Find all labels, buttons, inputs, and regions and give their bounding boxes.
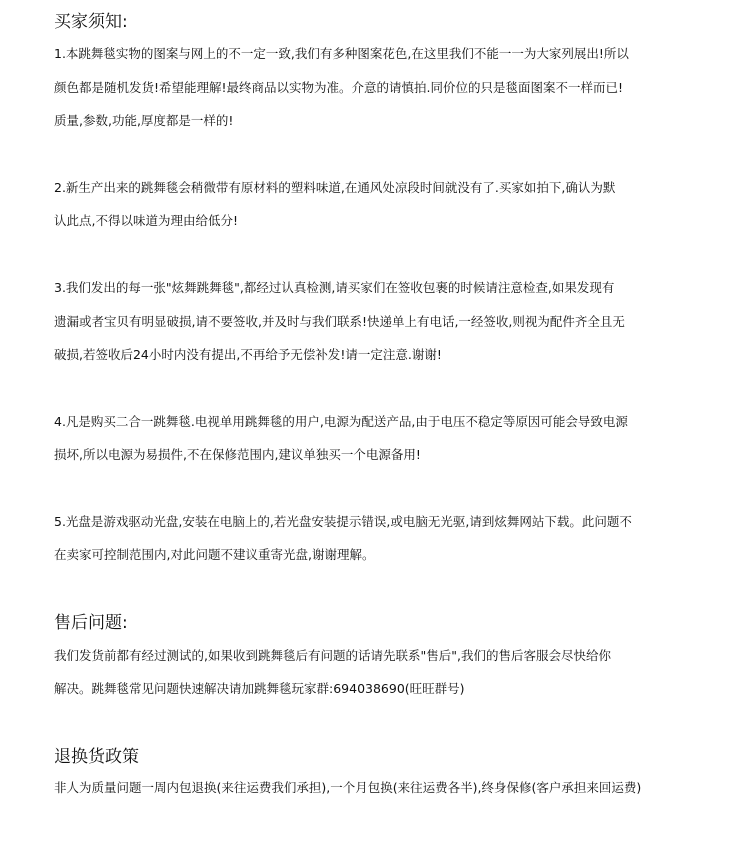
after-sales-heading: 售后问题:: [54, 613, 128, 633]
notice-item-1-line-3: 质量,参数,功能,厚度都是一样的!: [54, 113, 234, 128]
notice-item-1-line-2: 颜色都是随机发货!希望能理解!最终商品以实物为准。介意的请慎拍.同价位的只是毯面图案不一样而已!: [54, 80, 624, 95]
buyer-notice-heading: 买家须知:: [54, 12, 128, 32]
notice-item-4-line-2: 损坏,所以电源为易损件,不在保修范围内,建议单独买一个电源备用!: [54, 447, 421, 462]
notice-item-4-line-1: 4.凡是购买二合一跳舞毯.电视单用跳舞毯的用户,电源为配送产品,由于电压不稳定等原因可能会导致电源: [54, 414, 628, 429]
notice-item-2-line-2: 认此点,不得以味道为理由给低分!: [54, 213, 238, 228]
return-policy-heading: 退换货政策: [54, 747, 139, 767]
notice-item-3-line-3: 破损,若签收后24小时内没有提出,不再给予无偿补发!请一定注意.谢谢!: [54, 347, 442, 362]
notice-item-5-line-2: 在卖家可控制范围内,对此问题不建议重寄光盘,谢谢理解。: [54, 547, 375, 562]
after-sales-line-1: 我们发货前都有经过测试的,如果收到跳舞毯后有问题的话请先联系"售后",我们的售后客服会尽快给你: [54, 648, 611, 663]
notice-item-2-line-1: 2.新生产出来的跳舞毯会稍微带有原材料的塑料味道,在通风处凉段时间就没有了.买家如拍下,确认为默: [54, 180, 616, 195]
notice-item-5-line-1: 5.光盘是游戏驱动光盘,安装在电脑上的,若光盘安装提示错误,或电脑无光驱,请到炫舞网站下载。此问题不: [54, 514, 632, 529]
notice-item-3-line-2: 遗漏或者宝贝有明显破损,请不要签收,并及时与我们联系!快递单上有电话,一经签收,则视为配件齐全且无: [54, 314, 625, 329]
return-policy-line-1: 非人为质量问题一周内包退换(来往运费我们承担),一个月包换(来往运费各半),终身保修(客户承担来回运费): [54, 780, 642, 795]
notice-item-1-line-1: 1.本跳舞毯实物的图案与网上的不一定一致,我们有多种图案花色,在这里我们不能一一为大家列展出!所以: [54, 46, 629, 61]
notice-item-3-line-1: 3.我们发出的每一张"炫舞跳舞毯",都经过认真检测,请买家们在签收包裹的时候请注意检查,如果发现有: [54, 280, 615, 295]
after-sales-line-2: 解决。跳舞毯常见问题快速解决请加跳舞毯玩家群:694038690(旺旺群号): [54, 681, 465, 696]
